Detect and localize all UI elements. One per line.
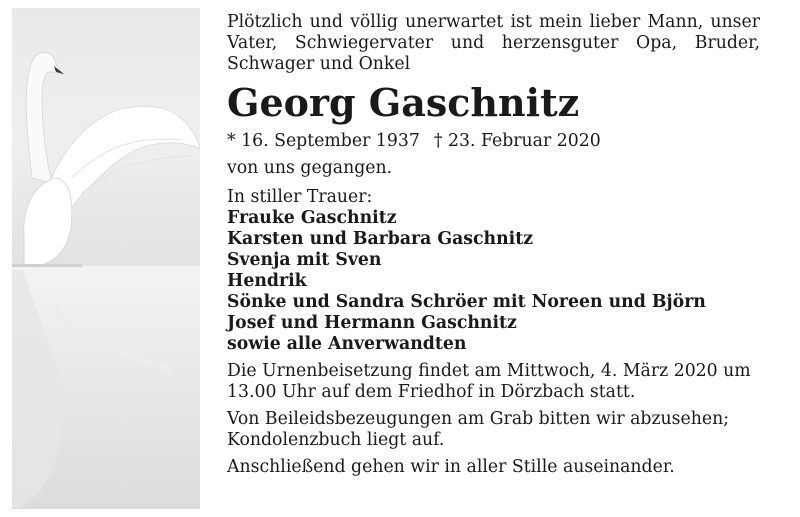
closing-text: Anschließend gehen wir in aller Stille auseinander. (227, 457, 675, 477)
intro-text: Plötzlich und völlig unerwartet ist mein lieber Mann, unser Vater, Schwiegervater und herzensguter Opa, Bruder, Schwager und Onkel (227, 12, 760, 74)
burial-line-1: Die Urnenbeisetzung findet am Mittwoch, 4. März 2020 um (227, 361, 751, 381)
swan-illustration (12, 8, 200, 509)
birth-date: * 16. September 1937 (227, 131, 420, 151)
mourner: Svenja mit Sven (227, 250, 382, 270)
condolence-line-1: Von Beileidsbezeugungen am Grab bitten wir abzusehen; (227, 409, 730, 429)
mourner: sowie alle Anverwandten (227, 334, 467, 354)
death-date: † 23. Februar 2020 (433, 131, 601, 151)
condolence-line-2: Kondolenzbuch liegt auf. (227, 430, 445, 450)
mourning-label: In stiller Trauer: (227, 187, 373, 207)
burial-line-2: 13.00 Uhr auf dem Friedhof in Dörzbach statt. (227, 382, 636, 402)
mourner: Hendrik (227, 271, 307, 291)
passed-text: von uns gegangen. (227, 158, 393, 178)
deceased-name: Georg Gaschnitz (227, 80, 580, 125)
swan-photo (12, 8, 200, 509)
mourner: Frauke Gaschnitz (227, 208, 397, 228)
mourner: Sönke und Sandra Schröer mit Noreen und Björn (227, 292, 706, 312)
mourner: Josef und Hermann Gaschnitz (227, 313, 517, 333)
life-dates (227, 131, 760, 152)
obituary-text (227, 12, 760, 478)
mourner: Karsten und Barbara Gaschnitz (227, 229, 534, 249)
